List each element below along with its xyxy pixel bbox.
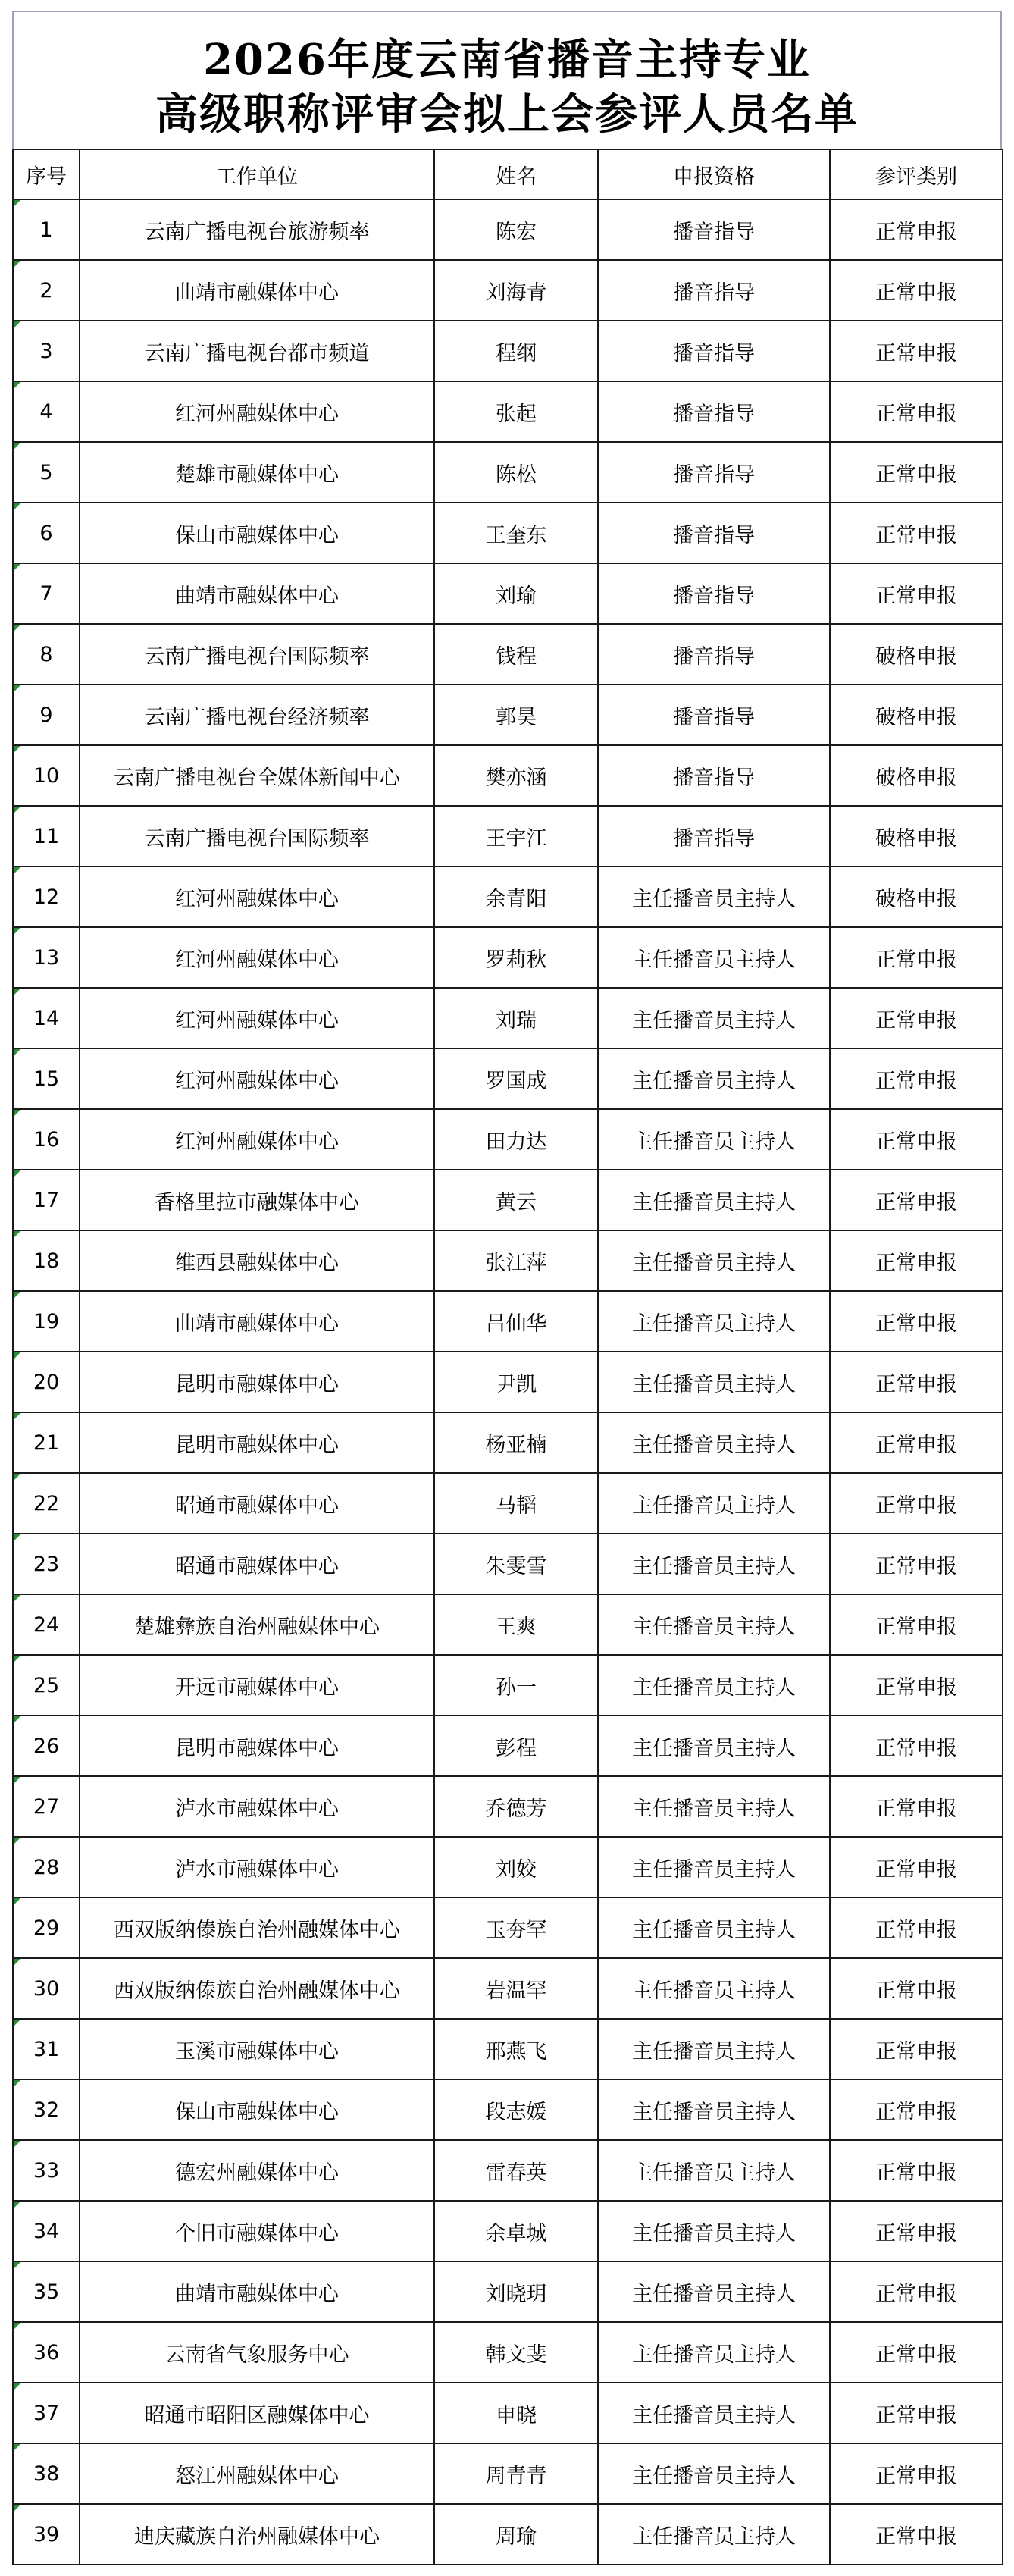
cell-name: 申晓 xyxy=(434,2383,598,2443)
cell-index: 4 xyxy=(13,381,80,442)
table-row xyxy=(13,1655,1003,1716)
cell-category: 正常申报 xyxy=(830,1776,1003,1837)
cell-index: 13 xyxy=(13,927,80,988)
cell-qualification: 播音指导 xyxy=(598,685,830,745)
cell-index: 3 xyxy=(13,321,80,381)
cell-category: 正常申报 xyxy=(830,1170,1003,1230)
cell-name: 邢燕飞 xyxy=(434,2019,598,2079)
cell-index: 9 xyxy=(13,685,80,745)
cell-name: 王爽 xyxy=(434,1594,598,1655)
cell-category: 正常申报 xyxy=(830,2443,1003,2504)
cell-qualification: 播音指导 xyxy=(598,381,830,442)
cell-index: 27 xyxy=(13,1776,80,1837)
cell-category: 破格申报 xyxy=(830,685,1003,745)
cell-name: 孙一 xyxy=(434,1655,598,1716)
cell-qualification: 主任播音员主持人 xyxy=(598,1048,830,1109)
cell-category: 正常申报 xyxy=(830,2079,1003,2140)
cell-qualification: 主任播音员主持人 xyxy=(598,867,830,927)
table-row xyxy=(13,563,1003,624)
cell-name: 黄云 xyxy=(434,1170,598,1230)
cell-category: 正常申报 xyxy=(830,1655,1003,1716)
cell-unit: 楚雄市融媒体中心 xyxy=(80,442,434,503)
cell-name: 周青青 xyxy=(434,2443,598,2504)
table-row xyxy=(13,1170,1003,1230)
cell-index: 37 xyxy=(13,2383,80,2443)
table-row xyxy=(13,806,1003,867)
cell-qualification: 播音指导 xyxy=(598,563,830,624)
cell-qualification: 主任播音员主持人 xyxy=(598,2201,830,2261)
cell-index: 10 xyxy=(13,745,80,806)
cell-index: 11 xyxy=(13,806,80,867)
cell-qualification: 播音指导 xyxy=(598,199,830,260)
header-unit: 工作单位 xyxy=(80,149,434,199)
table-row xyxy=(13,2019,1003,2079)
cell-category: 破格申报 xyxy=(830,624,1003,685)
cell-category: 正常申报 xyxy=(830,2140,1003,2201)
cell-index: 38 xyxy=(13,2443,80,2504)
cell-unit: 云南省气象服务中心 xyxy=(80,2322,434,2383)
cell-qualification: 播音指导 xyxy=(598,806,830,867)
cell-category: 正常申报 xyxy=(830,1109,1003,1170)
cell-unit: 昭通市昭阳区融媒体中心 xyxy=(80,2383,434,2443)
cell-unit: 云南广播电视台旅游频率 xyxy=(80,199,434,260)
table-row xyxy=(13,2504,1003,2565)
cell-qualification: 播音指导 xyxy=(598,260,830,321)
cell-name: 罗国成 xyxy=(434,1048,598,1109)
table-row xyxy=(13,381,1003,442)
cell-unit: 泸水市融媒体中心 xyxy=(80,1837,434,1898)
table-row xyxy=(13,1958,1003,2019)
cell-category: 正常申报 xyxy=(830,381,1003,442)
cell-name: 张江萍 xyxy=(434,1230,598,1291)
header-category: 参评类别 xyxy=(830,149,1003,199)
cell-unit: 昆明市融媒体中心 xyxy=(80,1716,434,1776)
table-row xyxy=(13,1352,1003,1412)
cell-unit: 西双版纳傣族自治州融媒体中心 xyxy=(80,1958,434,2019)
cell-category: 正常申报 xyxy=(830,2504,1003,2565)
cell-unit: 楚雄彝族自治州融媒体中心 xyxy=(80,1594,434,1655)
cell-qualification: 主任播音员主持人 xyxy=(598,1170,830,1230)
cell-qualification: 主任播音员主持人 xyxy=(598,1109,830,1170)
cell-category: 正常申报 xyxy=(830,2383,1003,2443)
cell-index: 14 xyxy=(13,988,80,1048)
cell-unit: 怒江州融媒体中心 xyxy=(80,2443,434,2504)
cell-qualification: 主任播音员主持人 xyxy=(598,1776,830,1837)
cell-index: 25 xyxy=(13,1655,80,1716)
cell-unit: 昆明市融媒体中心 xyxy=(80,1352,434,1412)
cell-name: 乔德芳 xyxy=(434,1776,598,1837)
table-row xyxy=(13,1291,1003,1352)
cell-qualification: 主任播音员主持人 xyxy=(598,2504,830,2565)
cell-unit: 保山市融媒体中心 xyxy=(80,503,434,563)
table-row xyxy=(13,867,1003,927)
cell-qualification: 主任播音员主持人 xyxy=(598,1230,830,1291)
cell-category: 正常申报 xyxy=(830,199,1003,260)
cell-index: 5 xyxy=(13,442,80,503)
cell-qualification: 主任播音员主持人 xyxy=(598,2322,830,2383)
cell-qualification: 播音指导 xyxy=(598,745,830,806)
table-row xyxy=(13,2140,1003,2201)
cell-index: 18 xyxy=(13,1230,80,1291)
cell-qualification: 主任播音员主持人 xyxy=(598,1352,830,1412)
cell-index: 2 xyxy=(13,260,80,321)
cell-name: 马韬 xyxy=(434,1473,598,1534)
cell-name: 田力达 xyxy=(434,1109,598,1170)
cell-unit: 开远市融媒体中心 xyxy=(80,1655,434,1716)
cell-qualification: 主任播音员主持人 xyxy=(598,2079,830,2140)
cell-category: 正常申报 xyxy=(830,1352,1003,1412)
cell-unit: 西双版纳傣族自治州融媒体中心 xyxy=(80,1898,434,1958)
cell-qualification: 主任播音员主持人 xyxy=(598,1716,830,1776)
table-row xyxy=(13,1534,1003,1594)
cell-category: 正常申报 xyxy=(830,1837,1003,1898)
cell-unit: 曲靖市融媒体中心 xyxy=(80,260,434,321)
cell-name: 张起 xyxy=(434,381,598,442)
cell-category: 正常申报 xyxy=(830,2261,1003,2322)
cell-qualification: 主任播音员主持人 xyxy=(598,927,830,988)
candidate-table xyxy=(12,149,1003,2565)
cell-qualification: 主任播音员主持人 xyxy=(598,2383,830,2443)
cell-qualification: 主任播音员主持人 xyxy=(598,1412,830,1473)
cell-name: 朱雯雪 xyxy=(434,1534,598,1594)
cell-name: 余青阳 xyxy=(434,867,598,927)
table-row xyxy=(13,1594,1003,1655)
table-row xyxy=(13,1716,1003,1776)
cell-index: 6 xyxy=(13,503,80,563)
cell-index: 34 xyxy=(13,2201,80,2261)
table-body xyxy=(13,199,1003,2565)
cell-unit: 泸水市融媒体中心 xyxy=(80,1776,434,1837)
cell-qualification: 主任播音员主持人 xyxy=(598,1291,830,1352)
cell-name: 刘瑞 xyxy=(434,988,598,1048)
cell-index: 35 xyxy=(13,2261,80,2322)
table-row xyxy=(13,1109,1003,1170)
cell-name: 彭程 xyxy=(434,1716,598,1776)
cell-category: 正常申报 xyxy=(830,1473,1003,1534)
cell-qualification: 主任播音员主持人 xyxy=(598,1473,830,1534)
cell-qualification: 主任播音员主持人 xyxy=(598,1898,830,1958)
cell-index: 30 xyxy=(13,1958,80,2019)
table-row xyxy=(13,321,1003,381)
cell-qualification: 主任播音员主持人 xyxy=(598,2019,830,2079)
cell-category: 正常申报 xyxy=(830,563,1003,624)
cell-unit: 德宏州融媒体中心 xyxy=(80,2140,434,2201)
cell-name: 杨亚楠 xyxy=(434,1412,598,1473)
cell-qualification: 主任播音员主持人 xyxy=(598,988,830,1048)
cell-index: 32 xyxy=(13,2079,80,2140)
table-row xyxy=(13,260,1003,321)
cell-category: 正常申报 xyxy=(830,2019,1003,2079)
cell-unit: 香格里拉市融媒体中心 xyxy=(80,1170,434,1230)
cell-name: 雷春英 xyxy=(434,2140,598,2201)
cell-unit: 昭通市融媒体中心 xyxy=(80,1534,434,1594)
header-row xyxy=(13,149,1003,199)
cell-qualification: 播音指导 xyxy=(598,442,830,503)
cell-category: 正常申报 xyxy=(830,321,1003,381)
cell-name: 陈宏 xyxy=(434,199,598,260)
cell-category: 正常申报 xyxy=(830,2201,1003,2261)
cell-qualification: 播音指导 xyxy=(598,503,830,563)
header-name: 姓名 xyxy=(434,149,598,199)
cell-qualification: 播音指导 xyxy=(598,624,830,685)
table-row xyxy=(13,1898,1003,1958)
cell-category: 正常申报 xyxy=(830,503,1003,563)
cell-index: 31 xyxy=(13,2019,80,2079)
table-row xyxy=(13,2383,1003,2443)
cell-index: 33 xyxy=(13,2140,80,2201)
table-row xyxy=(13,2201,1003,2261)
cell-name: 刘晓玥 xyxy=(434,2261,598,2322)
cell-unit: 保山市融媒体中心 xyxy=(80,2079,434,2140)
cell-name: 周瑜 xyxy=(434,2504,598,2565)
cell-category: 正常申报 xyxy=(830,260,1003,321)
cell-category: 正常申报 xyxy=(830,1898,1003,1958)
cell-category: 正常申报 xyxy=(830,1534,1003,1594)
cell-qualification: 播音指导 xyxy=(598,321,830,381)
cell-name: 程纲 xyxy=(434,321,598,381)
table-row xyxy=(13,685,1003,745)
table-row xyxy=(13,988,1003,1048)
cell-index: 36 xyxy=(13,2322,80,2383)
table-row xyxy=(13,1230,1003,1291)
cell-unit: 曲靖市融媒体中心 xyxy=(80,563,434,624)
cell-category: 正常申报 xyxy=(830,1958,1003,2019)
cell-unit: 红河州融媒体中心 xyxy=(80,381,434,442)
cell-name: 刘姣 xyxy=(434,1837,598,1898)
cell-unit: 红河州融媒体中心 xyxy=(80,867,434,927)
cell-name: 韩文斐 xyxy=(434,2322,598,2383)
cell-qualification: 主任播音员主持人 xyxy=(598,1534,830,1594)
cell-qualification: 主任播音员主持人 xyxy=(598,1655,830,1716)
cell-name: 陈松 xyxy=(434,442,598,503)
cell-unit: 昭通市融媒体中心 xyxy=(80,1473,434,1534)
cell-index: 26 xyxy=(13,1716,80,1776)
cell-qualification: 主任播音员主持人 xyxy=(598,2443,830,2504)
table-row xyxy=(13,745,1003,806)
cell-category: 正常申报 xyxy=(830,1230,1003,1291)
table-row xyxy=(13,503,1003,563)
cell-unit: 红河州融媒体中心 xyxy=(80,927,434,988)
cell-index: 20 xyxy=(13,1352,80,1412)
table-row xyxy=(13,1473,1003,1534)
cell-qualification: 主任播音员主持人 xyxy=(598,1837,830,1898)
cell-name: 吕仙华 xyxy=(434,1291,598,1352)
cell-category: 正常申报 xyxy=(830,1291,1003,1352)
cell-index: 8 xyxy=(13,624,80,685)
cell-index: 12 xyxy=(13,867,80,927)
table-row xyxy=(13,1412,1003,1473)
cell-unit: 红河州融媒体中心 xyxy=(80,1048,434,1109)
table-row xyxy=(13,2443,1003,2504)
cell-category: 正常申报 xyxy=(830,1048,1003,1109)
cell-name: 段志媛 xyxy=(434,2079,598,2140)
cell-unit: 云南广播电视台都市频道 xyxy=(80,321,434,381)
cell-category: 正常申报 xyxy=(830,927,1003,988)
cell-index: 28 xyxy=(13,1837,80,1898)
cell-unit: 红河州融媒体中心 xyxy=(80,1109,434,1170)
cell-name: 王宇江 xyxy=(434,806,598,867)
table-row xyxy=(13,1776,1003,1837)
cell-unit: 昆明市融媒体中心 xyxy=(80,1412,434,1473)
cell-index: 23 xyxy=(13,1534,80,1594)
cell-category: 正常申报 xyxy=(830,1594,1003,1655)
table-row xyxy=(13,442,1003,503)
cell-unit: 红河州融媒体中心 xyxy=(80,988,434,1048)
cell-name: 刘海青 xyxy=(434,260,598,321)
cell-unit: 维西县融媒体中心 xyxy=(80,1230,434,1291)
cell-category: 正常申报 xyxy=(830,988,1003,1048)
cell-unit: 云南广播电视台经济频率 xyxy=(80,685,434,745)
header-index: 序号 xyxy=(13,149,80,199)
cell-category: 破格申报 xyxy=(830,867,1003,927)
cell-unit: 迪庆藏族自治州融媒体中心 xyxy=(80,2504,434,2565)
document-title-line-2: 高级职称评审会拟上会参评人员名单 xyxy=(155,89,859,139)
table-row xyxy=(13,624,1003,685)
cell-unit: 云南广播电视台全媒体新闻中心 xyxy=(80,745,434,806)
table-row xyxy=(13,927,1003,988)
cell-index: 22 xyxy=(13,1473,80,1534)
cell-index: 17 xyxy=(13,1170,80,1230)
cell-name: 王奎东 xyxy=(434,503,598,563)
cell-name: 刘瑜 xyxy=(434,563,598,624)
cell-name: 余卓城 xyxy=(434,2201,598,2261)
cell-qualification: 主任播音员主持人 xyxy=(598,1958,830,2019)
title-block xyxy=(12,11,1002,149)
header-qualification: 申报资格 xyxy=(598,149,830,199)
cell-category: 正常申报 xyxy=(830,442,1003,503)
cell-index: 29 xyxy=(13,1898,80,1958)
cell-index: 19 xyxy=(13,1291,80,1352)
cell-category: 正常申报 xyxy=(830,1412,1003,1473)
cell-unit: 玉溪市融媒体中心 xyxy=(80,2019,434,2079)
table-row xyxy=(13,199,1003,260)
cell-index: 1 xyxy=(13,199,80,260)
cell-index: 16 xyxy=(13,1109,80,1170)
cell-qualification: 主任播音员主持人 xyxy=(598,1594,830,1655)
table-row xyxy=(13,2261,1003,2322)
cell-unit: 云南广播电视台国际频率 xyxy=(80,806,434,867)
cell-unit: 云南广播电视台国际频率 xyxy=(80,624,434,685)
cell-qualification: 主任播音员主持人 xyxy=(598,2140,830,2201)
cell-index: 24 xyxy=(13,1594,80,1655)
cell-name: 钱程 xyxy=(434,624,598,685)
cell-category: 正常申报 xyxy=(830,2322,1003,2383)
cell-unit: 曲靖市融媒体中心 xyxy=(80,1291,434,1352)
cell-name: 玉夯罕 xyxy=(434,1898,598,1958)
cell-index: 15 xyxy=(13,1048,80,1109)
cell-name: 岩温罕 xyxy=(434,1958,598,2019)
cell-name: 樊亦涵 xyxy=(434,745,598,806)
cell-category: 破格申报 xyxy=(830,745,1003,806)
cell-name: 尹凯 xyxy=(434,1352,598,1412)
table-row xyxy=(13,2322,1003,2383)
cell-unit: 个旧市融媒体中心 xyxy=(80,2201,434,2261)
cell-index: 7 xyxy=(13,563,80,624)
table-row xyxy=(13,1048,1003,1109)
cell-qualification: 主任播音员主持人 xyxy=(598,2261,830,2322)
cell-category: 破格申报 xyxy=(830,806,1003,867)
table-row xyxy=(13,2079,1003,2140)
cell-category: 正常申报 xyxy=(830,1716,1003,1776)
cell-unit: 曲靖市融媒体中心 xyxy=(80,2261,434,2322)
table-row xyxy=(13,1837,1003,1898)
cell-name: 郭昊 xyxy=(434,685,598,745)
document-title-line-1: 2026年度云南省播音主持专业 xyxy=(203,35,811,85)
cell-name: 罗莉秋 xyxy=(434,927,598,988)
cell-index: 21 xyxy=(13,1412,80,1473)
cell-index: 39 xyxy=(13,2504,80,2565)
